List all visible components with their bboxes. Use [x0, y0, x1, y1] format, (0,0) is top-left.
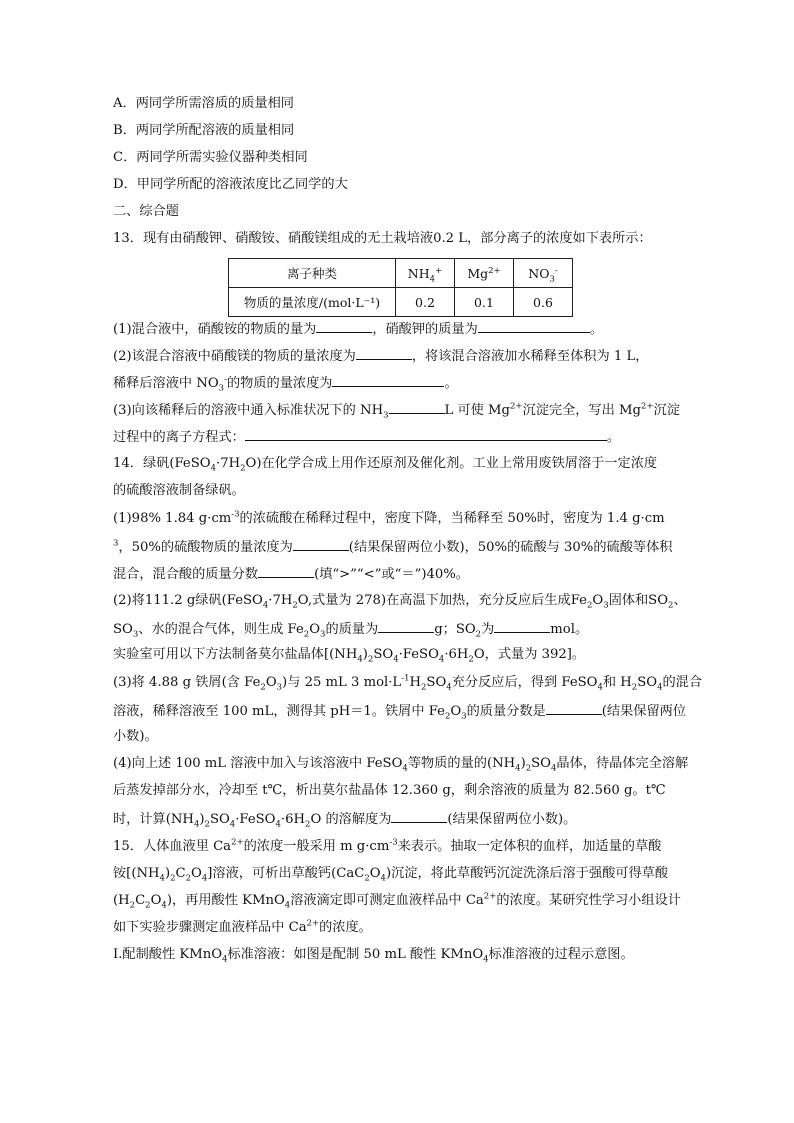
option-c: C．两同学所需实验仪器种类相同	[113, 150, 308, 165]
q15-line4: 如下实验步骤测定血液样品中 $Ca^{2+}$的浓度。	[113, 918, 372, 935]
q14-part1-cont2: 混合，混合酸的质量分数 (填“>”“<”或“＝”)40%。	[113, 564, 469, 584]
q15-line1: 15．人体血液里 $Ca^{2+}$的浓度一般采用 m $g\cdot cm^{-3}$来表示。抽取一定体积的血样，加适量的草酸	[113, 837, 662, 854]
q14-part3-cont: 溶液，稀释溶液至 100 mL，测得其 pH＝1。铁屑中 $Fe_2O_3$的质量分数是 (结果保留两位	[113, 701, 686, 721]
table-head-label: 离子种类	[229, 259, 396, 288]
option-d: D．甲同学所配的溶液浓度比乙同学的大	[113, 177, 348, 192]
option-a: A．两同学所需溶质的质量相同	[113, 96, 294, 111]
q13-part3-cont: 过程中的离子方程式： 。	[113, 427, 620, 447]
q15-line2: 铵$[(NH_4)_2C_2O_4]$溶液，可析出草酸钙$(CaC_2O_4)$沉淀，将此草酸钙沉淀洗涤后溶于强酸可得草酸	[113, 866, 669, 884]
q13-part3: (3)向该稀释后的溶液中通入标准状况下的 $NH_3$ L 可使 $Mg^{2+}$沉淀完全，写出 $Mg^{2+}$沉淀	[113, 401, 680, 421]
table-ion-no3: $NO_3^-$	[514, 259, 573, 288]
q15-line3: $(H_2C_2O_4)$，再用酸性 KMnO$_4$溶液滴定即可测定血液样品中 $Ca^{2+}$的浓度。某研究性学习小组设计	[113, 891, 681, 911]
table-value-mg: 0.1	[455, 288, 514, 317]
q14-part3-cont2: 小数)。	[113, 729, 158, 744]
q14-part4-cont: 后蒸发掉部分水，冷却至 t℃，析出莫尔盐晶体 12.360 g，剩余溶液的质量为 82.560 g。t℃	[113, 783, 666, 798]
table-value-nh4: 0.2	[396, 288, 455, 317]
q14-stem-cont: 的硫酸溶液制备绿矾。	[113, 483, 245, 498]
option-b: B．两同学所配溶液的质量相同	[113, 123, 295, 138]
q14-part4: (4)向上述 100 mL 溶液中加入与该溶液中 FeSO$_4$等物质的量的$(NH_4)_2SO_4$晶体，待晶体完全溶解	[113, 756, 689, 774]
q13-part1: (1)混合液中，硝酸铵的物质的量为 ，硝酸钾的质量为 。	[113, 319, 603, 339]
q14-part3: (3)将 4.88 g 铁屑(含 $Fe_2O_3$)与 25 mL 3 $mol\cdot L^{-1}H_2SO_4$充分反应后，得到 FeSO$_4$和 $H_2SO_4$的混合	[113, 673, 703, 693]
q13-stem: 13．现有由硝酸钾、硝酸铵、硝酸镁组成的无土栽培液0.2 L，部分离子的浓度如下表所示：	[113, 231, 652, 246]
q13-part2: (2)该混合溶液中硝酸镁的物质的量浓度为 ，将该混合溶液加水稀释至体积为 1 L，	[113, 346, 648, 366]
table-ion-mg: $Mg^{2+}$	[455, 259, 514, 288]
q14-lab-note: 实验室可用以下方法制备莫尔盐晶体[$(NH_4)_2SO_4\cdot FeSO_4\cdot 6H_2O$，式量为 392]。	[113, 647, 586, 665]
q14-part1: (1)98% 1.84 $g\cdot cm^{-3}$的浓硫酸在稀释过程中，密度下降，当稀释至 50%时，密度为 1.4 g·cm	[113, 509, 665, 526]
q14-stem: 14．绿矾$(FeSO_4\cdot 7H_2O)$在化学合成上用作还原剂及催化剂。工业上常用废铁屑溶于一定浓度	[113, 456, 658, 474]
table-ion-nh4: $NH_4^+$	[396, 259, 455, 288]
q15-line5: Ⅰ.配制酸性 KMnO$_4$标准溶液：如图是配制 50 mL 酸性 KMnO$_4$标准溶液的过程示意图。	[113, 947, 634, 965]
q14-part2: (2)将111.2 g绿矾($FeSO_4\cdot 7H_2O$,式量为 278)在高温下加热，充分反应后生成$Fe_2O_3$固体和$SO_2$、	[113, 593, 687, 611]
ion-table	[228, 258, 573, 317]
table-value-no3: 0.6	[514, 288, 573, 317]
table-row-label: 物质的量浓度/(mol·L⁻¹)	[229, 288, 396, 317]
q13-part2-cont: 稀释后溶液中 $NO_3^-$的物质的量浓度为 。	[113, 374, 458, 394]
q14-part1-cont: $^3$，50%的硫酸物质的量浓度为 (结果保留两位小数)，50%的硫酸与 30%的硫酸等体积	[113, 538, 673, 555]
q14-part4-cont2: 时，计算$(NH_4)_2SO_4\cdot FeSO_4\cdot 6H_2O$ 的溶解度为 (结果保留两位小数)。	[113, 809, 576, 829]
q14-part2-cont: $SO_3$、水的混合气体，则生成 $Fe_2O_3$的质量为 g；$SO_2$为 mol。	[113, 619, 588, 639]
section-heading: 二、综合题	[113, 204, 179, 219]
